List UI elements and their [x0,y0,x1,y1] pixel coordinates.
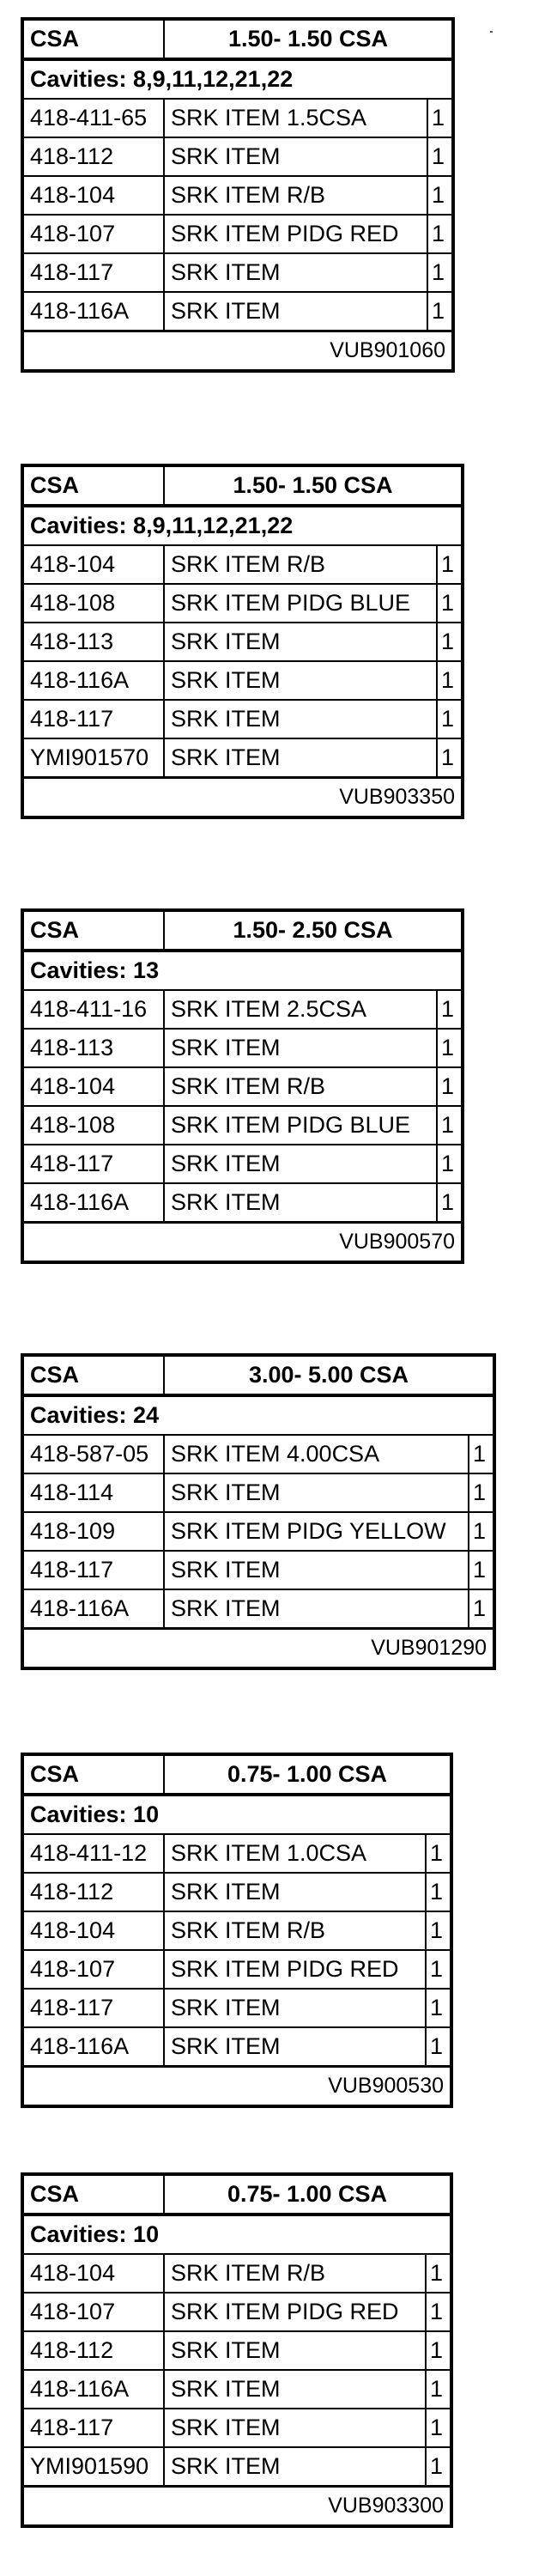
item-quantity: 1 [469,1512,494,1551]
item-quantity: 1 [427,99,453,137]
footer-row [22,2487,451,2527]
footer-row [22,1223,463,1263]
part-number: 418-116A [22,1589,164,1629]
item-quantity: 1 [426,1989,451,2027]
part-number: 418-112 [22,2331,164,2370]
table-row [22,990,463,1029]
footer-row [22,1629,494,1669]
part-number: 418-411-65 [22,99,164,137]
cavities-label: Cavities: 10 [22,2215,451,2254]
csa-label: CSA [22,910,164,951]
table-code: VUB903300 [22,2487,451,2527]
item-quantity: 1 [426,2254,451,2293]
table-row [22,700,463,738]
item-quantity: 1 [437,623,463,661]
csa-table [21,908,464,1264]
item-quantity: 1 [427,292,453,331]
table-row [22,545,463,584]
table-row [22,2027,451,2067]
part-number: 418-117 [22,1989,164,2027]
table-row [22,2447,451,2487]
table-row [22,1106,463,1145]
csa-range: 1.50- 1.50 CSA [164,465,463,506]
item-quantity: 1 [437,990,463,1029]
item-quantity: 1 [437,738,463,778]
part-number: 418-117 [22,1145,164,1183]
footer-row [22,331,453,372]
item-description: SRK ITEM [164,1551,469,1589]
part-number: 418-116A [22,2370,164,2409]
item-quantity: 1 [426,1911,451,1950]
item-quantity: 1 [427,137,453,176]
item-quantity: 1 [469,1551,494,1589]
cavities-label: Cavities: 10 [22,1795,451,1834]
csa-range: 0.75- 1.00 CSA [164,1754,451,1795]
item-quantity: 1 [437,700,463,738]
cavities-label: Cavities: 8,9,11,12,21,22 [22,59,453,99]
item-quantity: 1 [437,1183,463,1223]
item-description: SRK ITEM [164,2447,426,2487]
item-quantity: 1 [426,2293,451,2331]
csa-range: 3.00- 5.00 CSA [164,1355,494,1395]
header-row [22,19,453,59]
table-code: VUB900570 [22,1223,463,1263]
csa-range: 0.75- 1.00 CSA [164,2174,451,2215]
table-row [22,253,453,292]
csa-label: CSA [22,465,164,506]
part-number: 418-104 [22,2254,164,2293]
table-row [22,2370,451,2409]
table-row [22,176,453,215]
item-description: SRK ITEM 4.00CSA [164,1435,469,1473]
table-row [22,2293,451,2331]
item-description: SRK ITEM 2.5CSA [164,990,437,1029]
table-row [22,584,463,623]
table-code: VUB901060 [22,331,453,372]
item-quantity: 1 [426,2409,451,2447]
item-description: SRK ITEM PIDG BLUE [164,1106,437,1145]
footer-row [22,2067,451,2107]
header-row [22,1754,451,1795]
part-number: 418-107 [22,2293,164,2331]
table-row [22,1183,463,1223]
table-row [22,1989,451,2027]
part-number: 418-108 [22,1106,164,1145]
footer-row [22,778,463,818]
item-quantity: 1 [437,1106,463,1145]
cavities-label: Cavities: 8,9,11,12,21,22 [22,506,463,545]
table-row [22,1145,463,1183]
item-description: SRK ITEM [164,700,437,738]
item-quantity: 1 [437,584,463,623]
item-description: SRK ITEM [164,2331,426,2370]
csa-label: CSA [22,1754,164,1795]
table-row [22,1911,451,1950]
item-quantity: 1 [426,1950,451,1989]
table-code: VUB903350 [22,778,463,818]
item-description: SRK ITEM [164,1873,426,1911]
cavities-row [22,1395,494,1435]
table-row [22,2331,451,2370]
part-number: YMI901590 [22,2447,164,2487]
item-quantity: 1 [426,2027,451,2067]
item-description: SRK ITEM PIDG BLUE [164,584,437,623]
item-quantity: 1 [426,2370,451,2409]
csa-label: CSA [22,19,164,59]
item-description: SRK ITEM PIDG RED [164,215,427,253]
item-quantity: 1 [426,1873,451,1911]
item-quantity: 1 [469,1435,494,1473]
table-code: VUB900530 [22,2067,451,2107]
part-number: 418-411-12 [22,1834,164,1873]
part-number: 418-587-05 [22,1435,164,1473]
table-row [22,1067,463,1106]
item-description: SRK ITEM R/B [164,2254,426,2293]
item-description: SRK ITEM [164,1145,437,1183]
item-quantity: 1 [427,215,453,253]
csa-table [21,1753,453,2108]
table-row [22,1873,451,1911]
item-quantity: 1 [469,1589,494,1629]
header-row [22,910,463,951]
cavities-row [22,951,463,990]
csa-range: 1.50- 1.50 CSA [164,19,453,59]
item-description: SRK ITEM [164,1183,437,1223]
part-number: 418-116A [22,661,164,700]
part-number: 418-104 [22,1067,164,1106]
item-description: SRK ITEM 1.0CSA [164,1834,426,1873]
item-description: SRK ITEM [164,2409,426,2447]
item-quantity: 1 [469,1473,494,1512]
csa-table [21,2172,453,2528]
part-number: 418-117 [22,253,164,292]
part-number: YMI901570 [22,738,164,778]
cavities-row [22,506,463,545]
item-quantity: 1 [427,176,453,215]
part-number: 418-116A [22,2027,164,2067]
header-row [22,1355,494,1395]
table-row [22,1589,494,1629]
item-description: SRK ITEM R/B [164,1067,437,1106]
table-row [22,2254,451,2293]
item-description: SRK ITEM [164,661,437,700]
table-row [22,1834,451,1873]
item-description: SRK ITEM [164,253,427,292]
table-row [22,99,453,137]
part-number: 418-113 [22,623,164,661]
part-number: 418-117 [22,700,164,738]
part-number: 418-107 [22,215,164,253]
item-description: SRK ITEM [164,137,427,176]
item-description: SRK ITEM [164,1989,426,2027]
part-number: 418-411-16 [22,990,164,1029]
part-number: 418-117 [22,2409,164,2447]
item-description: SRK ITEM PIDG RED [164,2293,426,2331]
item-quantity: 1 [437,661,463,700]
header-row [22,2174,451,2215]
csa-range: 1.50- 2.50 CSA [164,910,463,951]
item-description: SRK ITEM [164,623,437,661]
item-quantity: 1 [426,2447,451,2487]
cavities-row [22,2215,451,2254]
cavities-row [22,59,453,99]
header-row [22,465,463,506]
cavities-label: Cavities: 13 [22,951,463,990]
item-description: SRK ITEM R/B [164,1911,426,1950]
csa-table [21,17,455,373]
table-row [22,1435,494,1473]
table-row [22,623,463,661]
table-row [22,292,453,331]
cavities-label: Cavities: 24 [22,1395,494,1435]
item-quantity: 1 [437,1145,463,1183]
part-number: 418-104 [22,176,164,215]
item-quantity: 1 [426,2331,451,2370]
part-number: 418-108 [22,584,164,623]
table-row [22,1551,494,1589]
table-row [22,738,463,778]
item-description: SRK ITEM PIDG RED [164,1950,426,1989]
item-quantity: 1 [427,253,453,292]
item-description: SRK ITEM [164,1473,469,1512]
part-number: 418-104 [22,545,164,584]
part-number: 418-112 [22,137,164,176]
part-number: 418-109 [22,1512,164,1551]
item-quantity: 1 [426,1834,451,1873]
part-number: 418-116A [22,292,164,331]
item-description: SRK ITEM [164,1029,437,1067]
item-description: SRK ITEM R/B [164,545,437,584]
table-row [22,1512,494,1551]
table-code: VUB901290 [22,1629,494,1669]
csa-table [21,464,464,819]
table-row [22,1029,463,1067]
item-description: SRK ITEM [164,1589,469,1629]
table-row [22,137,453,176]
table-row [22,2409,451,2447]
csa-label: CSA [22,2174,164,2215]
item-description: SRK ITEM [164,292,427,331]
csa-label: CSA [22,1355,164,1395]
part-number: 418-107 [22,1950,164,1989]
table-row [22,661,463,700]
item-description: SRK ITEM [164,738,437,778]
part-number: 418-114 [22,1473,164,1512]
cavities-row [22,1795,451,1834]
part-number: 418-104 [22,1911,164,1950]
item-description: SRK ITEM [164,2027,426,2067]
item-description: SRK ITEM 1.5CSA [164,99,427,137]
item-description: SRK ITEM PIDG YELLOW [164,1512,469,1551]
part-number: 418-113 [22,1029,164,1067]
table-row [22,1950,451,1989]
item-description: SRK ITEM [164,2370,426,2409]
item-description: SRK ITEM R/B [164,176,427,215]
csa-table [21,1353,496,1670]
table-row [22,1473,494,1512]
item-quantity: 1 [437,545,463,584]
item-quantity: 1 [437,1067,463,1106]
table-row [22,215,453,253]
part-number: 418-117 [22,1551,164,1589]
part-number: 418-112 [22,1873,164,1911]
item-quantity: 1 [437,1029,463,1067]
part-number: 418-116A [22,1183,164,1223]
